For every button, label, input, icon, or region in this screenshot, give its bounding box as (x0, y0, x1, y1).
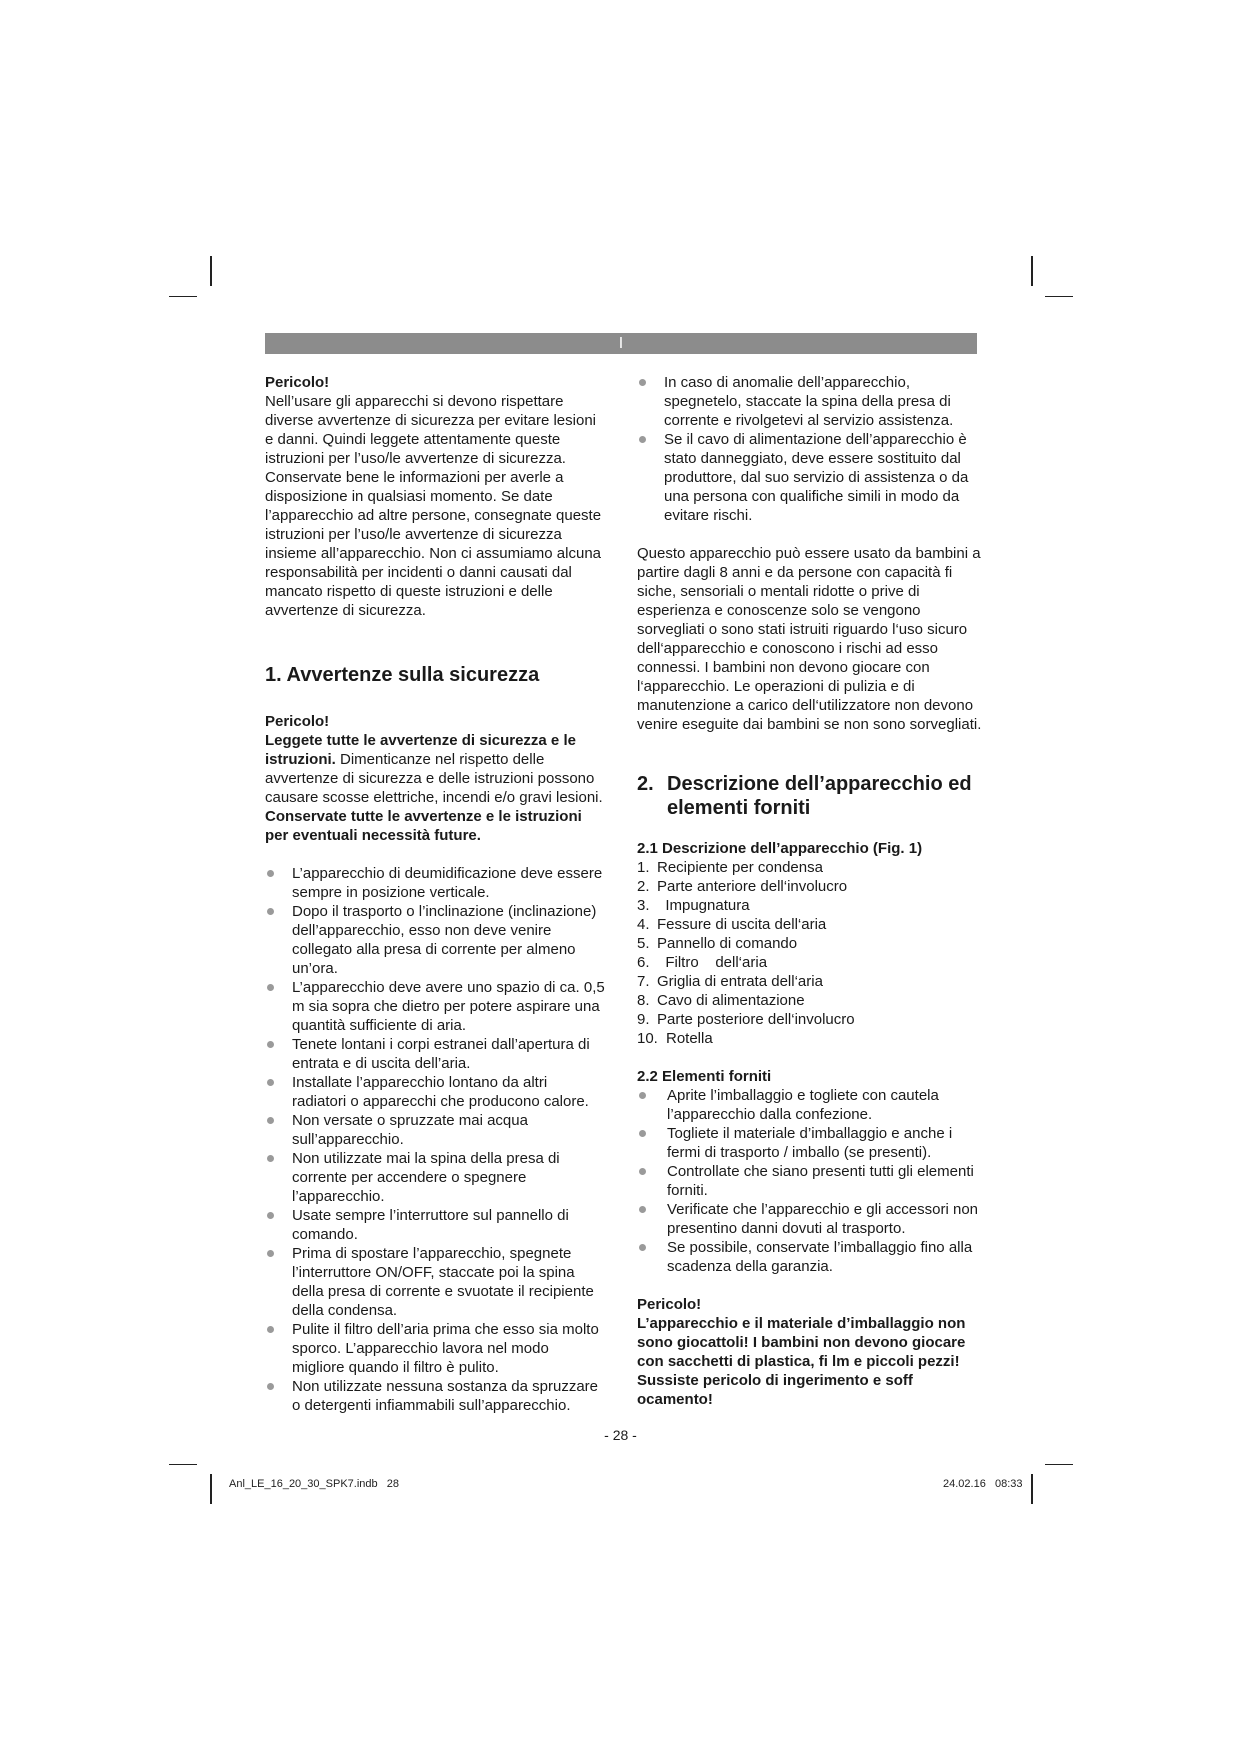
list-item: Prima di spostare l’apparecchio, spegnete l’interruttore ON/OFF, staccate poi la spina della presa di corrente e svuotate il recipiente della condensa. (265, 1244, 605, 1320)
safety-warning-text (265, 731, 605, 807)
list-item (637, 953, 985, 972)
part-number: 5. (637, 935, 650, 952)
part-number: 6. (637, 954, 650, 971)
intro-warning-heading: Pericolo! (265, 374, 330, 391)
section-2-number: 2. (637, 773, 654, 795)
crop-mark (1031, 256, 1033, 286)
part-name: Rotella (666, 1030, 713, 1047)
list-item: L’apparecchio deve avere uno spazio di ca. 0,5 m sia sopra che dietro per potere aspirare una quantità sufficiente di aria. (265, 978, 605, 1035)
part-name: Fessure di uscita dell‘aria (657, 916, 827, 933)
safety-warning-heading: Pericolo! (265, 713, 330, 730)
list-item (637, 1010, 985, 1029)
intro-paragraph: Nell’usare gli apparecchi si devono rispettare diverse avvertenze di sicurezza per evitare lesioni e danni. Quindi leggete attentamente queste istruzioni per l’uso/le avvertenze di sicurezza. Conservate bene le informazioni per averle a disposizione in qualsiasi momento. Se date l’apparecchio ad altre persone, consegnate queste istruzioni per l’uso/le avvertenze di sicurezza insieme all’apparecchio. Non ci assumiamo alcuna responsabilità per incidenti o danni causati dal mancato rispetto di queste istruzioni e delle avvertenze di sicurezza. (265, 393, 602, 619)
part-number: 3. (637, 897, 650, 914)
part-number: 4. (637, 916, 650, 933)
part-name: Parte posteriore dell‘involucro (657, 1011, 855, 1028)
crop-mark (1045, 296, 1073, 297)
list-item (637, 991, 985, 1010)
section-1-title: 1. Avvertenze sulla sicurezza (265, 664, 540, 686)
right-column (637, 373, 985, 1409)
part-name: Pannello di comando (657, 935, 798, 952)
parts-list (637, 858, 985, 1048)
left-column (265, 373, 605, 1415)
section-2-title (637, 772, 985, 820)
language-header-bar (265, 333, 977, 354)
part-name: Cavo di alimentazione (657, 992, 805, 1009)
part-number: 10. (637, 1030, 658, 1047)
safety-bullet-list (265, 864, 605, 1415)
list-item: Pulite il filtro dell’aria prima che esso sia molto sporco. L’apparecchio lavora nel modo migliore quando il filtro è pulito. (265, 1320, 605, 1377)
list-item (637, 896, 985, 915)
read-all-instructions: Leggete tutte le avvertenze di sicurezza e le istruzioni. (265, 732, 576, 768)
list-item: Non utilizzate nessuna sostanza da spruzzare o detergenti infiammabili sull’apparecchio. (265, 1377, 605, 1415)
part-number: 2. (637, 878, 650, 895)
list-item: L’apparecchio di deumidificazione deve essere sempre in posizione verticale. (265, 864, 605, 902)
subsection-2-2-title: 2.2 Elementi forniti (637, 1068, 772, 1085)
warning-consequences: Dimenticanze nel rispetto delle avvertenze di sicurezza e delle istruzioni possono causare scosse elettriche, incendi e/o gravi lesioni. (265, 751, 603, 806)
part-name: Filtro dell‘aria (657, 954, 768, 971)
crop-mark (169, 1464, 197, 1465)
packaging-warning-text: L’apparecchio e il materiale d’imballaggio non sono giocattoli! I bambini non devono giocare con sacchetti di plastica, fi lm e piccoli pezzi! Sussiste pericolo di ingerimento e soff ocamento! (637, 1315, 966, 1408)
list-item (637, 877, 985, 896)
list-item: Se il cavo di alimentazione dell’apparecchio è stato danneggiato, deve essere sostituito dal produttore, dal suo servizio di assistenza o da una persona con qualifiche simili in modo da evitare rischi. (637, 430, 985, 525)
list-item: Se possibile, conservate l’imballaggio fino alla scadenza della garanzia. (637, 1238, 985, 1276)
part-name: Griglia di entrata dell‘aria (657, 973, 823, 990)
list-item (637, 934, 985, 953)
part-number: 7. (637, 973, 650, 990)
list-item: Installate l’apparecchio lontano da altri radiatori o apparecchi che producono calore. (265, 1073, 605, 1111)
list-item: Dopo il trasporto o l’inclinazione (inclinazione) dell’apparecchio, esso non deve venire collegato alla presa di corrente per almeno un’ora. (265, 902, 605, 978)
part-name: Parte anteriore dell‘involucro (657, 878, 848, 895)
crop-mark (210, 1474, 212, 1504)
footer-file-info: Anl_LE_16_20_30_SPK7.indb 28 (229, 1478, 400, 1490)
part-number: 1. (637, 859, 650, 876)
subsection-2-1-title: 2.1 Descrizione dell’apparecchio (Fig. 1) (637, 840, 923, 857)
packaging-warning-heading: Pericolo! (637, 1296, 702, 1313)
keep-instructions-note: Conservate tutte le avvertenze e le istruzioni per eventuali necessità future. (265, 808, 582, 844)
list-item: Aprite l’imballaggio e togliete con cautela l’apparecchio dalla confezione. (637, 1086, 985, 1124)
page-number: - 28 - (604, 1427, 637, 1443)
crop-mark (1045, 1464, 1073, 1465)
part-number: 9. (637, 1011, 650, 1028)
list-item: Non versate o spruzzate mai acqua sull’apparecchio. (265, 1111, 605, 1149)
list-item: Verificate che l’apparecchio e gli accessori non presentino danni dovuti al trasporto. (637, 1200, 985, 1238)
language-marker: I (618, 335, 624, 352)
list-item (637, 915, 985, 934)
list-item: Controllate che siano presenti tutti gli elementi forniti. (637, 1162, 985, 1200)
part-name: Impugnatura (657, 897, 750, 914)
list-item (637, 972, 985, 991)
crop-mark (1031, 1474, 1033, 1504)
crop-mark (210, 256, 212, 286)
part-number: 8. (637, 992, 650, 1009)
list-item: Togliete il materiale d’imballaggio e anche i fermi di trasporto / imballo (se presenti). (637, 1124, 985, 1162)
list-item: Usate sempre l’interruttore sul pannello di comando. (265, 1206, 605, 1244)
list-item: Tenete lontani i corpi estranei dall’apertura di entrata e di uscita dell’aria. (265, 1035, 605, 1073)
list-item (637, 1029, 985, 1048)
malfunction-bullet-list (637, 373, 985, 525)
crop-mark (169, 296, 197, 297)
list-item: Non utilizzate mai la spina della presa di corrente per accendere o spegnere l’apparecchio. (265, 1149, 605, 1206)
list-item: In caso di anomalie dell’apparecchio, spegnetelo, staccate la spina della presa di corrente e rivolgetevi al servizio assistenza. (637, 373, 985, 430)
delivery-bullet-list (637, 1086, 985, 1276)
section-2-text: Descrizione dell’apparecchio ed elementi forniti (667, 773, 972, 819)
footer-date: 24.02.16 08:33 (943, 1478, 1023, 1490)
list-item (637, 858, 985, 877)
children-usage-paragraph: Questo apparecchio può essere usato da bambini a partire dagli 8 anni e da persone con capacità fi siche, sensoriali o mentali ridotte o prive di esperienza e conoscenze solo se vengono sorvegliati o sono stati istruiti riguardo l‘uso sicuro dell‘apparecchio e conoscono i rischi ad esso connessi. I bambini non devono giocare con l‘apparecchio. Le operazioni di pulizia e di manutenzione a carico dell‘utilizzatore non devono venire eseguite dai bambini se non sono sorvegliati. (637, 545, 982, 733)
part-name: Recipiente per condensa (657, 859, 823, 876)
